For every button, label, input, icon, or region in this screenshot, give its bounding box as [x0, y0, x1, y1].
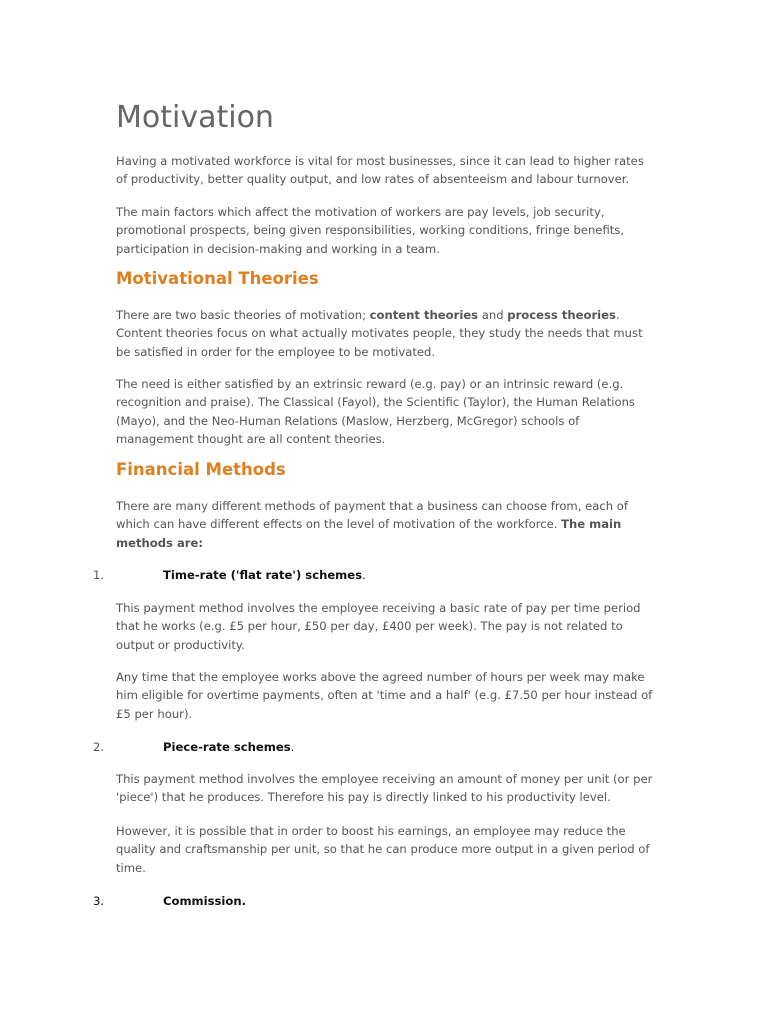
intro-paragraph-2: The main factors which affect the motivation of workers are pay levels, job security, promotional prospects, being given responsibilities, working conditions, fringe benefits, participation in decision-making and working in a team. [116, 205, 625, 256]
financial-paragraph-1 [116, 497, 656, 552]
list-number: 3. [93, 894, 105, 908]
list-label-text: Commission. [163, 894, 247, 908]
section-heading-financial-methods: Financial Methods [116, 460, 286, 479]
list-label-suffix: . [362, 568, 366, 582]
content-theories-term: content theories [369, 308, 479, 322]
financial-p1-lead: There are many different methods of payment that a business can choose from, each of which can have different effects on the level of motivation of the workforce. [116, 499, 628, 532]
list-item-time-rate [0, 566, 768, 584]
piece-rate-paragraph-2: However, it is possible that in order to boost his earnings, an employee may reduce the quality and craftsmanship per unit, so that he can produce more output in a given period of time. [116, 824, 650, 875]
list-label-text: Piece-rate schemes [163, 740, 291, 754]
list-label-suffix: . [290, 740, 295, 754]
piece-rate-paragraph-1: This payment method involves the employee receiving an amount of money per unit (or per 'piece') that he produces. Therefore his pay is directly linked to his productivity level. [116, 772, 653, 805]
theories-p1-tail: . Content theories focus on what actually motivates people, they study the needs that must be satisfied in order for the employee to be motivated. [116, 308, 643, 359]
list-item-piece-rate [0, 738, 768, 756]
theories-p1-mid: and [478, 308, 508, 322]
page-title: Motivation [116, 100, 274, 135]
intro-paragraph-1: Having a motivated workforce is vital for most businesses, since it can lead to higher rates of productivity, better quality output, and low rates of absenteeism and labour turnover. [116, 154, 644, 187]
list-label [163, 566, 366, 584]
list-label [163, 892, 246, 910]
process-theories-term: process theories [507, 308, 616, 322]
list-number: 1. [93, 568, 105, 582]
list-item-commission [0, 892, 768, 910]
list-label-text: Time-rate ('flat rate') schemes [163, 568, 363, 582]
theories-paragraph-2: The need is either satisfied by an extrinsic reward (e.g. pay) or an intrinsic reward (e.g. recognition and praise). The Classical (Fayol), the Scientific (Taylor), the Human Relations (Mayo), and the Neo-Human Relations (Maslow, Herzberg, McGregor) schools of management thought are all content theories. [116, 377, 635, 447]
theories-paragraph-1 [116, 306, 656, 361]
main-methods-label: The main methods are: [116, 517, 622, 550]
list-number: 2. [93, 740, 105, 754]
time-rate-paragraph-2: Any time that the employee works above the agreed number of hours per week may make him eligible for overtime payments, often at 'time and a half' (e.g. £7.50 per hour instead of £5 per hour). [116, 670, 653, 721]
list-label [163, 738, 294, 756]
theories-p1-lead: There are two basic theories of motivation; [116, 308, 370, 322]
time-rate-paragraph-1: This payment method involves the employee receiving a basic rate of pay per time period that he works (e.g. £5 per hour, £50 per day, £400 per week). The pay is not related to output or productivity. [116, 601, 641, 652]
section-heading-motivational-theories: Motivational Theories [116, 269, 319, 288]
